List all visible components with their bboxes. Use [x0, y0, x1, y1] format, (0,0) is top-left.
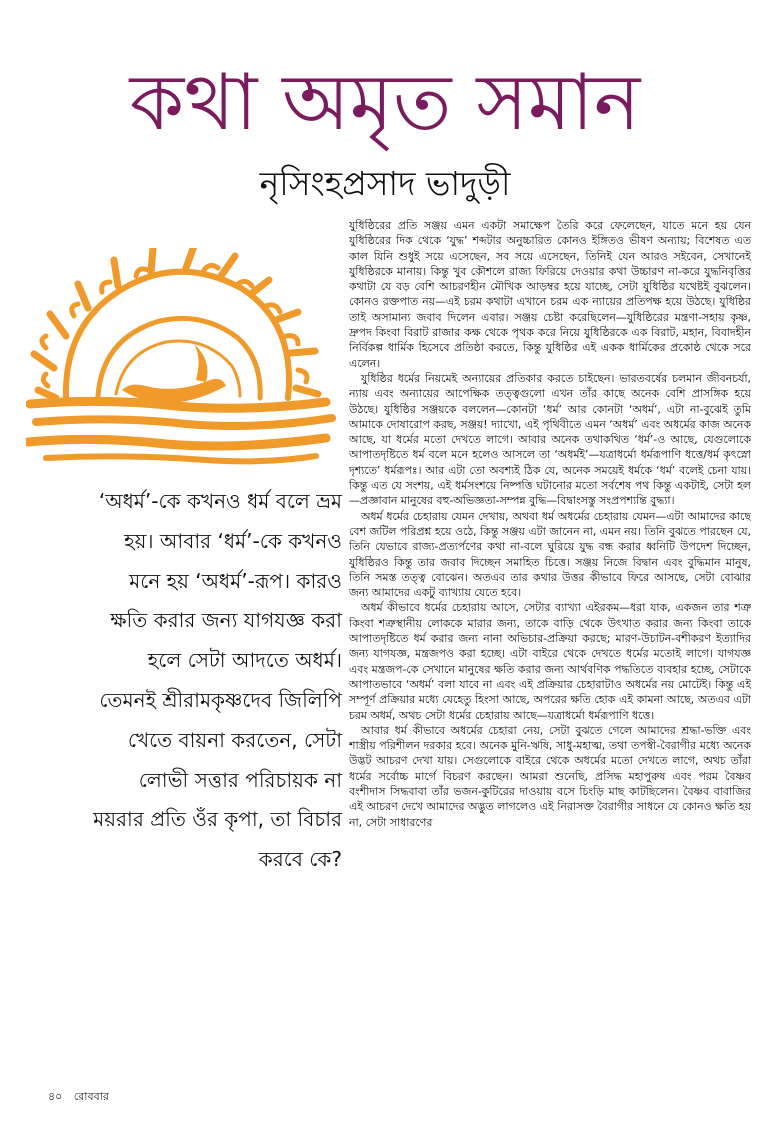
page-number: ৪০ [48, 1090, 63, 1103]
body-paragraph: আবার ধর্ম কীভাবে অধর্মের চেহারা নেয়, সেটা বুঝতে গেলে আমাদের শ্রদ্ধা-ভক্তি এবং শাস্ত্রীয় পরিশীলন দরকার হবে। অনেক মুনি-ঋষি, সাধু-মহাত্ম, তথা তপস্বী-বৈরাগীর মধ্যে অনেক উদ্ভট আচরণ দেখা যায়। সেগুলোকে বাইরে থেকে অধর্মের মতো দেখতে লাগে, অথচ তাঁরা ধর্মের সর্বোচ্চ মার্গে বিচরণ করছেন। আমরা শুনেছি, প্রসিদ্ধ মহাপুরুষ এবং পরম বৈষ্ণব বংশীদাস সিদ্ধবাবা তাঁর ভজন-কুটিরের দাওয়ায় বসে চিংড়ি মাছ কাটছিলেন। বৈষ্ণব বাবাজির এই আচরণ দেখে আমাদের অদ্ভুত লাগলেও এই নিরাসক্ত বৈরাগীর সাধনে যে কোনও ক্ষতি হয় না, সেটা সাধারণের [349, 723, 751, 829]
body-paragraph: যুধিষ্ঠিরের প্রতি সঞ্জয় এমন একটা সমাক্ষেপ তৈরি করে ফেলেছেন, যাতে মনে হয় যেন যুধিষ্ঠিরের দিক থেকে ‘যুদ্ধ’ শব্দটার অনুচ্চারিত কোনও ইঙ্গিতও ভীষণ অন্যায়; বিশেষত এত কাল যিনি শুধুই সয়ে এসেছেন, সব সয়ে এসেছেন, তিনিই যেন আরও সইবেন, সেখানেই যুধিষ্ঠিরকে মানায়। কিন্তু খুব কৌশলে রাজ্য ফিরিয়ে দেওয়ার কথা উচ্চারণ না-করে যুদ্ধনিবৃত্তির কথাটা যে বড় বেশি আচরণহীন মৌখিক আড়ম্বর হয়ে যাচ্ছে, সেটা যুধিষ্ঠির যথেষ্টই বুঝলেন। কোনও রক্তপাত নয়—এই চরম কথাটা এখানে চরম এক ন্যায়ের প্রতিপক্ষ হয়ে উঠছে। যুধিষ্ঠির তাই অসামান্য জবাব দিলেন এবার। সঞ্জয় চেষ্টা করেছিলেন—যুধিষ্ঠিরের মন্ত্রণা-সহায় কৃষ্ণ, দ্রুপদ কিংবা বিরাট রাজার কক্ষ থেকে পৃথক করে নিয়ে যুধিষ্ঠিরকে এক বিরাট, মহান, বিবাদহীন নির্বিকল্প ধার্মিক হিসেবে প্রতিষ্ঠা করতে, কিন্তু যুধিষ্ঠির এই একক ধার্মিকের প্রকোষ্ঠ থেকে সরে এলেন। [349, 219, 751, 370]
pull-quote: ‘অধর্ম’-কে কখনও ধর্ম বলে ভ্রম হয়। আবার ‘ধর্ম’-কে কখনও মনে হয় ‘অধর্ম’-রূপ। কারও ক্ষতি করার জন্য যাগযজ্ঞ করা হলে সেটা আদতে অধর্ম। তেমনই শ্রীরামকৃষ্ণদেব জিলিপি খেতে বায়না করতেন, সেটা লোভী সত্তার পরিচায়ক না ময়রার প্রতি ওঁর কৃপা, তা বিচার করবে কে? [93, 489, 342, 872]
article-title: কথা অমৃত সমান [129, 58, 641, 148]
body-paragraph: যুধিষ্ঠির ধর্মের নিয়মেই অন্যায়ের প্রতিকার করতে চাইছেন। ভারতবর্ষের চলমান জীবনচর্যা, ন্যায় এবং অন্যায়ের আপেক্ষিক তত্ত্বগুলো এখন তাঁর কাছে অনেক বেশি প্রাসঙ্গিক হয়ে উঠছে। যুধিষ্ঠির সঞ্জয়কে বললেন—কোনটা ‘ধর্ম’ আর কোনটা ‘অধর্ম’, এটা না-বুঝেই তুমি আমাকে দোষারোপ করছ, সঞ্জয়! দ্যাখো, এই পৃথিবীতে এমন ‘অধর্ম’ এবং অধর্মের কাজ অনেক আছে, যা ধর্মের মতো দেখতে লাগে। আবার অনেক তথাকথিত ‘ধর্ম’-ও আছে, যেগুলোকে আপাতদৃষ্টিতে ধর্ম বলে মনে হলেও আসলে তা ‘অধর্মই’—যত্রাধর্মো ধর্মরূপাণি ধত্তে/ধর্ম কৃৎস্নো দৃশ্যতে’ ধর্মরূপঃ। আর এটা তো অবশ্যই ঠিক যে, অনেক সময়েই ধর্মকে ‘ধর্ম’ বলেই চেনা যায়। কিন্তু এত যে সংশয়, এই ধর্মসংশয়ে নিষ্পত্তি ঘটানোর মতো সর্বশেষ পথ কিন্তু একটাই, সেটা হল—প্রজ্ঞাবান মানুষের বহু-অভিজ্ঞতা-সম্পন্ন বুদ্ধি—বিদ্বাংসস্তু সংপ্রপশ্যন্তি বুদ্ধ্যা। [349, 371, 751, 508]
page-footer [48, 1090, 109, 1104]
body-paragraph: অধর্ম ধর্মের চেহারায় যেমন দেখায়, অথবা ধর্ম অধর্মের চেহারায় যেমন—এটা আমাদের কাছে বেশ জটিল পরিপ্রশ্ন হয়ে ওঠে, কিন্তু সঞ্জয় এটা জানেন না, এমন নয়। তিনি বুঝতে পারছেন যে, তিনি যেভাবে রাজ্য-প্রত্যর্পণের কথা না-বলে ঘুরিয়ে যুদ্ধ বন্ধ করার ধ্বনিটি উপদেশ দিচ্ছেন, যুধিষ্ঠিরও কিন্তু তার জবাব দিচ্ছেন সমাহিত চিত্তে। সঞ্জয় নিজে বিদ্বান এবং বুদ্ধিমান মানুষ, তিনি সমস্ত তত্ত্ব বোঝেন। অতএব তার কথার উত্তর কীভাবে ফিরে আসছে, সেটা বোঝার জন্য আমাদের একটু ব্যাখ্যায় যেতে হবে। [349, 509, 751, 600]
illustration-lamp-sunrise [26, 248, 336, 468]
article-body [349, 218, 751, 1052]
section-name: রোববার [73, 1090, 109, 1103]
author-name: নৃসিংহপ্রসাদ ভাদুড়ী [259, 164, 511, 203]
body-paragraph: অধর্ম কীভাবে ধর্মের চেহারায় আসে, সেটার ব্যাখ্যা এইরকম—ধরা যাক, একজন তার শত্রু কিংবা শত্রুস্থানীয় লোককে মারার জন্য, তাকে বাড়ি থেকে উৎখাত করার জন্য কিংবা তাকে আপাতদৃষ্টিতে ধর্ম করার জন্য নানা অভিচার-প্রক্রিয়া করছে; মারণ-উচাটন-বশীকরণ ইত্যাদির জন্য যাগযজ্ঞ, মন্ত্রজপও করা হচ্ছে। এটা বাইরে থেকে দেখতে ধর্মের মতোই লাগে। যাগযজ্ঞ এবং মন্ত্রজপ-কে সেখানে মানুষের ক্ষতি করার জন্য আর্থবণিক পদ্ধতিতে ব্যবহার হচ্ছে, সেটাকে আপাতভাবে ‘অধর্ম’ বলা যাবে না এবং এই প্রক্রিয়ার চেহারাটাও অধর্মের নয় মোটেই। কিন্তু এই সম্পূর্ণ প্রক্রিয়ার মধ্যে যেহেতু হিংসা আছে, অপরের ক্ষতি হোক এই কামনা আছে, অতএব এটা চরম অধর্ম, অথচ সেটা ধর্মের চেহারায় আছে—যত্রাধর্মো ধর্মরূপাণি ধত্তে। [349, 601, 751, 722]
